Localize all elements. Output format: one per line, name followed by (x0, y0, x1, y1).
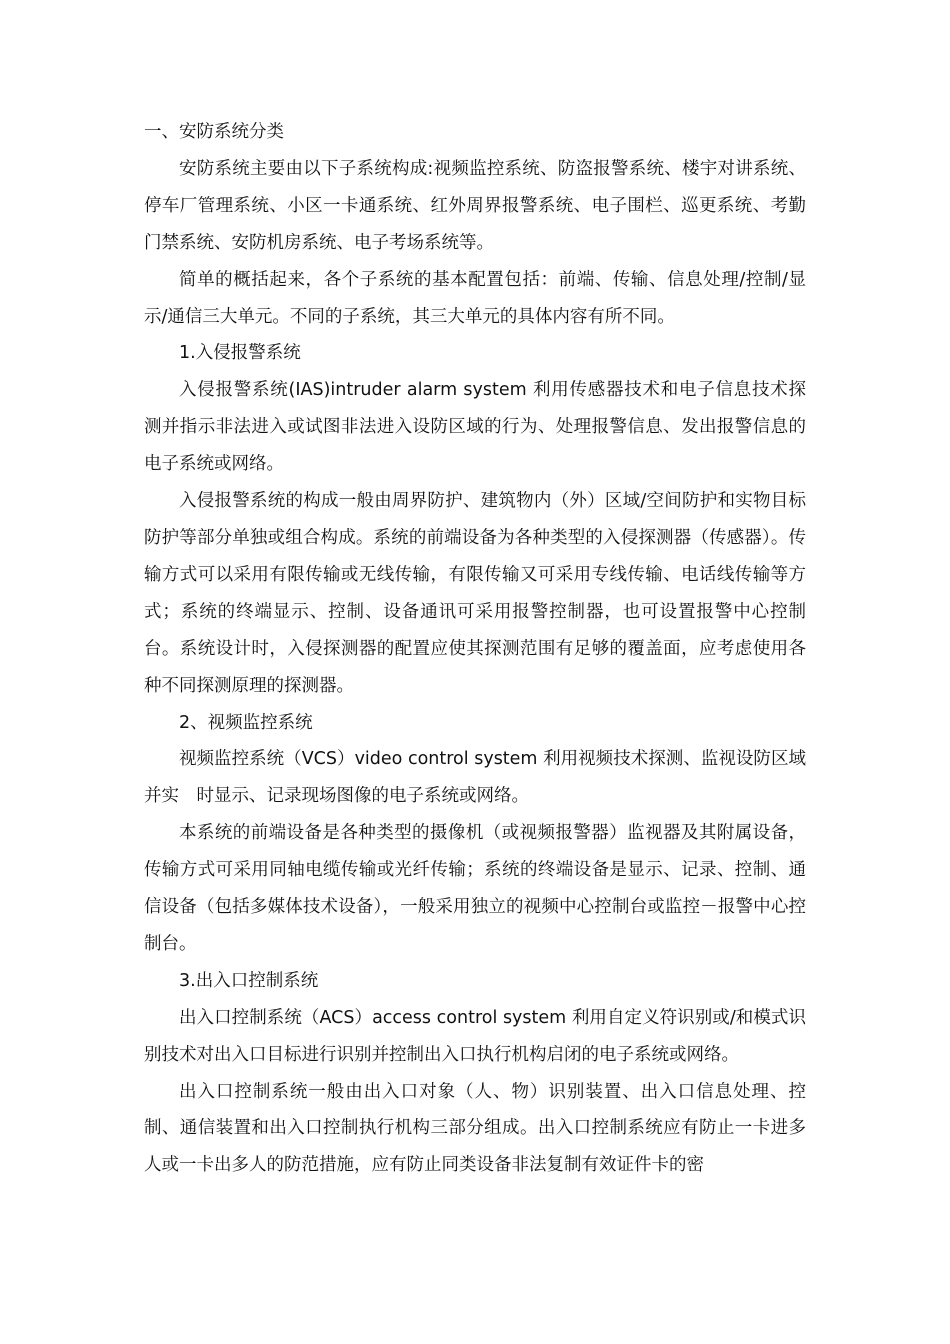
subsection-title-intrusion-alarm: 1.入侵报警系统 (179, 343, 301, 364)
intrusion-alarm-paragraph-2: 入侵报警系统的构成一般由周界防护、建筑物内（外）区域/空间防护和实物目标防护等部分单独或组合构成。系统的前端设备为各种类型的入侵探测器（传感器）。传输方式可以采用有限传输或无线传输，有限传输又可采用专线传输、电话线传输等方式；系统的终端显示、控制、设备通讯可采用报警控制器，也可设置报警中心控制台。系统设计时，入侵探测器的配置应使其探测范围有足够的覆盖面，应考虑使用各种不同探测原理的探测器。 (144, 491, 806, 696)
intro-paragraph-2: 简单的概括起来，各个子系统的基本配置包括：前端、传输、信息处理/控制/显示/通信三大单元。不同的子系统，其三大单元的具体内容有所不同。 (144, 269, 806, 327)
video-surveillance-paragraph-1: 视频监控系统（VCS）video control system 利用视频技术探测、监视设防区域并实 时显示、记录现场图像的电子系统或网络。 (144, 749, 806, 807)
access-control-paragraph-2: 出入口控制系统一般由出入口对象（人、物）识别装置、出入口信息处理、控制、通信装置和出入口控制执行机构三部分组成。出入口控制系统应有防止一卡进多人或一卡出多人的防范措施，应有防止同类设备非法复制有效证件卡的密 (144, 1081, 806, 1176)
intro-paragraph-1: 安防系统主要由以下子系统构成:视频监控系统、防盗报警系统、楼宇对讲系统、停车厂管理系统、小区一卡通系统、红外周界报警系统、电子围栏、巡更系统、考勤门禁系统、安防机房系统、电子考场系统等。 (144, 158, 806, 253)
section-heading: 一、安防系统分类 (144, 122, 284, 142)
subsection-title-access-control: 3.出入口控制系统 (179, 970, 319, 991)
access-control-paragraph-1: 出入口控制系统（ACS）access control system 利用自定义符识别或/和模式识别技术对出入口目标进行识别并控制出入口执行机构启闭的电子系统或网络。 (144, 1007, 806, 1065)
intrusion-alarm-paragraph-1: 入侵报警系统(IAS)intruder alarm system 利用传感器技术和电子信息技术探测并指示非法进入或试图非法进入设防区域的行为、处理报警信息、发出报警信息的电子系统或网络。 (144, 380, 806, 475)
video-surveillance-paragraph-2: 本系统的前端设备是各种类型的摄像机（或视频报警器）监视器及其附属设备，传输方式可采用同轴电缆传输或光纤传输；系统的终端设备是显示、记录、控制、通信设备（包括多媒体技术设备），一般采用独立的视频中心控制台或监控－报警中心控制台。 (144, 823, 806, 954)
subsection-title-video-surveillance: 2、视频监控系统 (179, 712, 313, 733)
document-page (144, 114, 806, 1184)
